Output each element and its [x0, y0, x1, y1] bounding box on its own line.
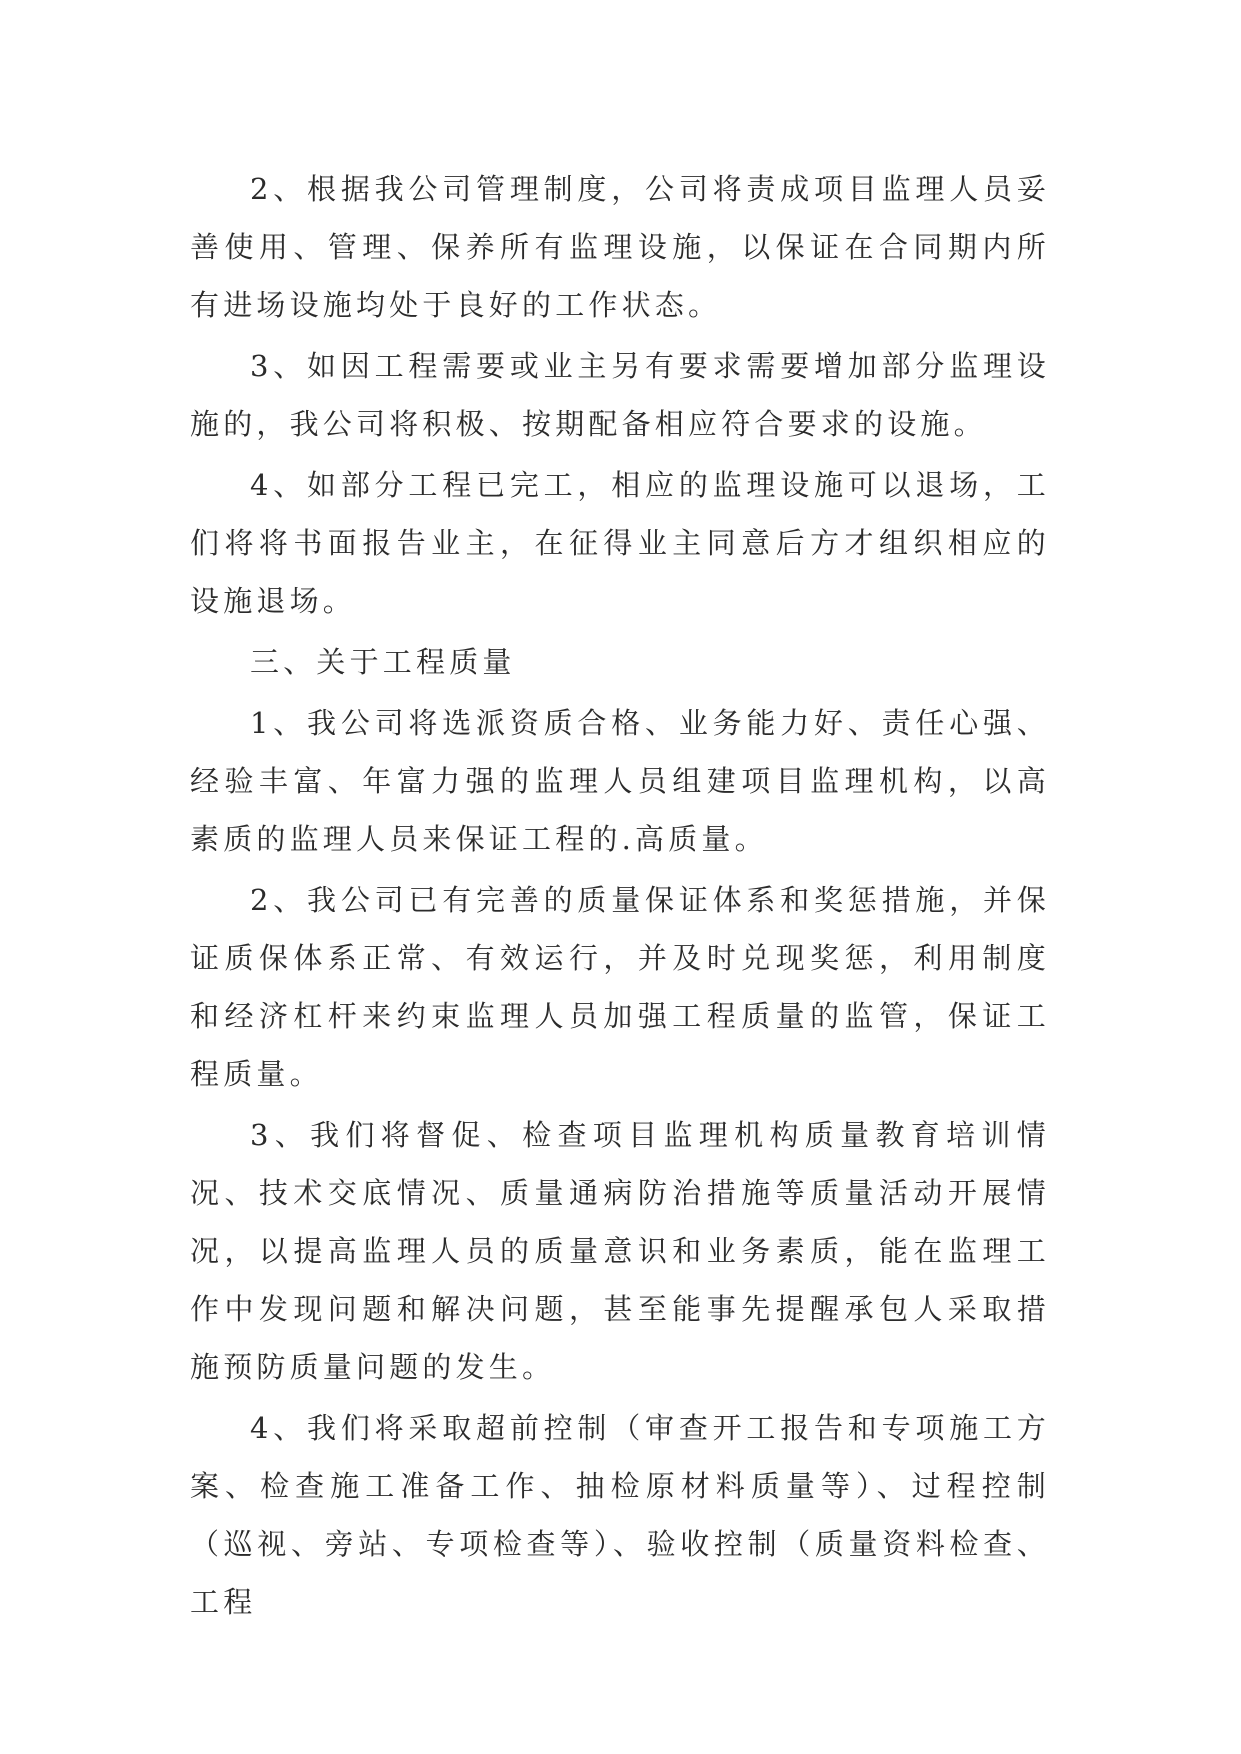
paragraph-training-inspection: 3、我们将督促、检查项目监理机构质量教育培训情况、技术交底情况、质量通病防治措施等质量活动开展情况，以提高监理人员的质量意识和业务素质，能在监理工作中发现问题和解决问题，甚至能事先提醒承包人采取措施预防质量问题的发生。: [190, 1118, 1050, 1384]
section-heading-quality: 三、关于工程质量: [250, 645, 516, 679]
paragraph-staff-selection: 1、我公司将选派资质合格、业务能力好、责任心强、经验丰富、年富力强的监理人员组建项目监理机构，以高素质的监理人员来保证工程的.高质量。: [190, 706, 1050, 856]
paragraph-control-measures: 4、我们将采取超前控制（审查开工报告和专项施工方案、检查施工准备工作、抽检原材料质量等）、过程控制（巡视、旁站、专项检查等）、验收控制（质量资料检查、工程: [190, 1411, 1050, 1619]
paragraph-facility-exit: 4、如部分工程已完工，相应的监理设施可以退场，工们将将书面报告业主，在征得业主同意后方才组织相应的设施退场。: [190, 468, 1050, 618]
paragraph-add-facilities: 3、如因工程需要或业主另有要求需要增加部分监理设施的，我公司将积极、按期配备相应符合要求的设施。: [190, 349, 1050, 441]
document-body: [190, 160, 1050, 1631]
paragraph-facility-management: 2、根据我公司管理制度，公司将责成项目监理人员妥善使用、管理、保养所有监理设施，以保证在合同期内所有进场设施均处于良好的工作状态。: [190, 172, 1050, 322]
paragraph-quality-system: 2、我公司已有完善的质量保证体系和奖惩措施，并保证质保体系正常、有效运行，并及时兑现奖惩，利用制度和经济杠杆来约束监理人员加强工程质量的监管，保证工程质量。: [190, 883, 1050, 1091]
